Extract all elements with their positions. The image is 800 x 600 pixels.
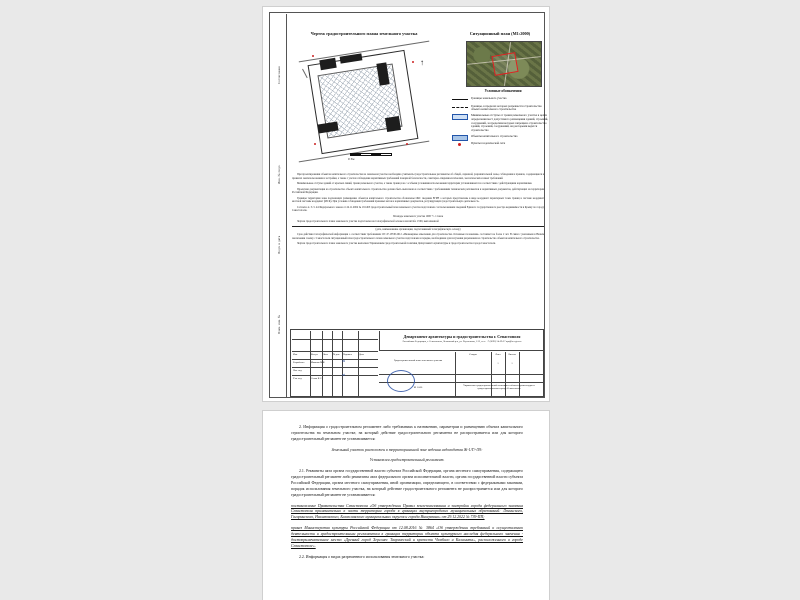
col-header-podpis: Подпись: [343, 352, 352, 356]
note-paragraph: Минимальные отступы зданий от красных линий, границ земельного участка, а также границ зон с особыми условиями использования территории устанавливаются в соответствии с действующими нормативами.: [297, 182, 533, 185]
legend-title: Условные обозначения: [484, 89, 522, 93]
strip-label-soglasovano: Согласовано: [277, 65, 281, 84]
strip-label-inv-podl: Инв. № подл.: [277, 164, 281, 184]
organization-title: Департамент архитектуры и градостроительства г. Севастополя: [403, 334, 521, 339]
legend-item-label: Границы земельного участка: [471, 96, 507, 100]
paragraph-2-info: 2. Информация о градостроительном регламенте либо требованиях к назначению, параметрам и размещению объекта капитального строительства на земельном участке, на который действие градостроительного регламента не распространяется или для которого градостроительный регламент не устанавливается:: [291, 425, 523, 441]
strip-label-vzam-inv: Взам. инв. №: [277, 314, 281, 334]
note-paragraph: Чертеж градостроительного плана земельного участка подготовлен на топографической основе в масштабе 1:500, выполненной: [297, 220, 439, 223]
scale-value: М 1:500: [413, 386, 423, 389]
right-value-listov: 1: [511, 362, 513, 365]
row-role: Нач. отд.: [293, 368, 303, 372]
right-footer-org: Управление градостроительной политики в области архитектуры и градостроительства города Севастополя: [463, 384, 535, 390]
offset-box-icon: [452, 114, 468, 119]
cadastral-plan-drawing: [294, 43, 434, 168]
act-reference-2: приказ Министерства культуры Российской Федерации от 12.08.2016 № 3864 «Об утверждении требований к осуществлению деятельности и градостроительным регламентам в границах территории объекта культурного наследия федерального значения - достопримечательное место «Древний город Херсонес Таврический и крепости Чембало и Каламита», расположенного в городе Севастополе».: [291, 526, 523, 548]
col-header-ndok: № док: [333, 352, 340, 356]
vertical-label-strip: [271, 14, 287, 398]
scale-bar-label: 0 3м: [348, 157, 355, 161]
title-block-header: [379, 331, 544, 351]
legend: [452, 97, 548, 150]
sat-parcel-outline: [491, 52, 518, 76]
paragraph-2-1: 2.1. Реквизиты акта органа государственной власти субъекта Российской Федерации, органа местного самоуправления, содержащего градостроительный регламент либо реквизиты акта федерального органа исполнительной власти, органа государственной власти субъекта Российской Федерации, органа местного самоуправления, иной организации, определяющего, в соответствии с федеральными законами, порядок использования земельного участка, на который действие градостроительного регламента не распространяется или для которого градостроительный регламент не устанавливается:: [291, 469, 523, 497]
note-paragraph: Чертеж градостроительного плана земельного участка выполнен Управлением градостроительной политики Департамента архитектуры и градостроительства города Севастополя.: [297, 242, 496, 245]
signature-mark: ≈: [341, 372, 346, 380]
row-role: Утв. отд.: [293, 376, 303, 380]
legend-item-label: Объекты капитального строительства: [471, 133, 518, 138]
geodetic-point-icon: [452, 142, 468, 147]
drawing-notes: [292, 173, 544, 248]
legend-item: [452, 135, 548, 140]
geodetic-point: [412, 61, 414, 63]
col-header-data: Дата: [359, 352, 364, 356]
official-seal-icon: [387, 370, 415, 392]
note-paragraph: Согласно п. 3 ст. 44 Федерального закона от 24.11.2004 № 191-ФЗ градостроительный план земельного участка подготовлен с использованием сведений Единого государственного реестра недвижимости в Крыму по городу Севастополю.: [292, 205, 544, 212]
note-paragraph: Границы территории зоны подлежащих размещению объектов капитального строительства обозначены ОКС сведения ЕГРН о которых представлены в виде координат характерных точек границ в системе координат местной системы координат (МСК). При условии соблюдения требований правовых актов и нормативных документов, регулирующих градостроительную деятельность.: [292, 196, 544, 203]
right-header-list: Лист: [495, 353, 501, 356]
legend-item-label: Пункты геодезической сети: [471, 141, 506, 146]
regulation-line: Установлен градостроительный регламент.: [369, 458, 445, 463]
row-name: Иванова М.К.: [311, 360, 326, 364]
text-page-body: [291, 425, 523, 565]
drawing-title-left: Чертеж градостроительного плана земельного участка: [310, 31, 418, 36]
drawing-name: Градостроительный план земельного участка: [393, 359, 443, 362]
note-caption: (дата, наименование организации, подготовившей топографическую основу): [292, 226, 544, 232]
legend-item-label: Минимальные отступы от границ земельного участка в целях определения мест допустимого размещения зданий, строений, сооружений, за пределами которых запрещено строительство зданий, строений, сооружений, над которыми ведется строительство: [471, 113, 548, 132]
geodetic-point: [406, 143, 408, 145]
solid-line-icon: [452, 97, 468, 102]
building-box-icon: [452, 135, 468, 140]
row-role: Разработал: [293, 360, 305, 364]
right-header-stadiya: Стадия: [469, 353, 477, 356]
sheet-border: [269, 12, 548, 398]
title-block: [290, 329, 544, 397]
legend-item: [452, 105, 548, 112]
scale-bar: [350, 153, 392, 156]
geodetic-point: [312, 55, 314, 57]
organization-address: Российская Федерация, г. Севастополь, Ленинский р-н, ул. Херсонская, 1/12, тел.: +7 (8692) 54-39-27 npa@sev.gov.ru: [402, 339, 522, 343]
north-arrow-icon: ↑: [420, 58, 424, 67]
road-line: [302, 69, 307, 78]
right-header-listov: Листов: [508, 353, 516, 356]
geodetic-point: [314, 143, 316, 145]
note-paragraph: При проектировании объектов капитального строительства на земельном участке необходимо учитывать градостроительные регламенты об общей, охранной, разрешительной зоны, соблюдения и правила, содержащиеся в правилах землепользования и застройки, а также с учетом соблюдения нормативных требований пожарной безопасности, санитарно-эпидемиологических, экологических и иных требований.: [292, 173, 544, 180]
note-paragraph: Проектная документация на строительство объекта капитального строительства должна быть выполнена в соответствии с требованиями технических регламентов и нормативных документов, действующих на территории Российской Федерации.: [292, 187, 544, 194]
drawing-title-right: Ситуационный план (М1:2000): [469, 31, 531, 36]
signature-mark: ≈: [341, 358, 346, 366]
legend-item: [452, 142, 548, 147]
col-header-izm: Изм.: [293, 352, 298, 356]
legend-item: [452, 114, 548, 132]
legend-item-label: Границы, в пределах которых разрешается строительство объекта капитального строительства: [471, 103, 542, 112]
dashed-line-icon: [452, 105, 468, 110]
row-name: Соляк К.С.: [311, 376, 323, 380]
building-block: [385, 116, 401, 132]
title-block-left-grid: [292, 331, 378, 396]
act-reference-1: постановление Правительства Севастополя «Об утверждении Правил землепользования и застройки города федерального значения Севастополя применительно к части территории города в границах внутригородских муниципальных образований: Ленинского, Гагаринского, Нахимовского, Балаклавского муниципальных округов и города Инкермана» от 29.12.2022 № 739-ПП;: [291, 503, 523, 520]
strip-label-podp-data: Подп. и дата: [277, 235, 281, 254]
drawing-sheet-page: [262, 6, 550, 402]
paragraph-2-2: 2.2. Информация о видах разрешенного использования земельного участка:: [299, 554, 425, 559]
note-area-line: Площадь земельного участка 1900 +/- 11 кв.м: [392, 214, 444, 218]
col-header-koluch: Кол.уч: [311, 352, 318, 356]
situational-satellite-image: [466, 41, 542, 87]
note-paragraph: Срок действия топографической информации о соответствии требованиям СП 47.13330.2012 «Инженерные изыскания для строительства. Основные положения» составляет не более 2 лет. В связи с указанным в Вашем заключении ссылку с Севастополя ситуационный план градостроительного плана земельного участка подготовлен в порядке, необходимом для получения разрешения на строительство объектов капитального строительства.: [292, 233, 544, 240]
zone-line: Земельный участок расположен в территориальной зоне ведения садоводства Ж-1/Г/-/59:: [331, 447, 483, 452]
legend-item: [452, 97, 548, 102]
col-header-list: Лист: [323, 352, 329, 356]
text-page: [262, 410, 550, 600]
right-value-list: 1: [497, 362, 499, 365]
